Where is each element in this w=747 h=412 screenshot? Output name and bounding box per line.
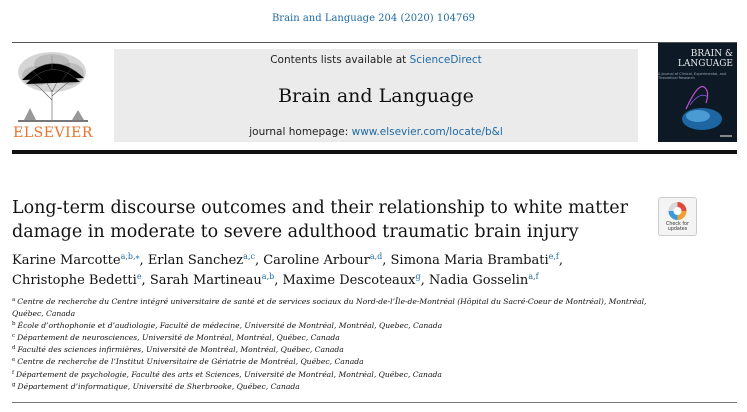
check-for-updates-button[interactable] bbox=[658, 197, 697, 236]
header-thick-rule bbox=[12, 150, 737, 154]
author-affiliation-ref[interactable]: a,d bbox=[369, 252, 383, 261]
affiliation-text: Centre de recherche du Centre intégré universitaire de santé et de services sociaux du Nord-de-l’Île-de-Montréal (Hôpital du Sacré-Coeur de Montréal), Montréal, Québec, Canada bbox=[12, 297, 647, 319]
affiliation-text: École d’orthophonie et d’audiologie, Faculté de médecine, Université de Montréal, Montréal, Quebec, Canada bbox=[17, 321, 443, 331]
author-name[interactable]: Maxime Descoteaux bbox=[282, 272, 416, 288]
author-entry bbox=[263, 253, 390, 268]
affiliation-label: b bbox=[12, 321, 16, 328]
author-name[interactable]: Sarah Martineau bbox=[149, 272, 262, 288]
author-entry bbox=[391, 253, 563, 268]
affiliation-label: a bbox=[12, 297, 16, 303]
contents-prefix: Contents lists available at bbox=[270, 54, 410, 66]
affiliation-item bbox=[12, 344, 662, 356]
elsevier-logo bbox=[12, 50, 94, 144]
affiliation-label: e bbox=[12, 357, 16, 364]
author-name[interactable]: Caroline Arbour bbox=[263, 253, 370, 268]
affiliation-label: c bbox=[12, 333, 16, 340]
header-divider bbox=[12, 42, 737, 43]
author-separator: , bbox=[139, 253, 148, 268]
affiliation-label: g bbox=[12, 381, 16, 388]
affiliation-label: d bbox=[12, 345, 16, 352]
affiliation-text: Faculté des sciences infirmières, Université de Montréal, Montréal, Québec, Canada bbox=[17, 345, 344, 355]
section-divider bbox=[12, 402, 737, 403]
affiliation-text: Département de neurosciences, Université de Montréal, Montréal, Québec, Canada bbox=[17, 333, 340, 343]
journal-citation[interactable]: Brain and Language 204 (2020) 104769 bbox=[271, 13, 476, 24]
author-entry bbox=[148, 253, 263, 268]
cover-title: BRAIN & LANGUAGE bbox=[677, 49, 733, 69]
contents-available-line bbox=[114, 54, 638, 66]
affiliation-item bbox=[12, 296, 662, 320]
journal-homepage-line bbox=[114, 126, 638, 138]
author-name[interactable]: Erlan Sanchez bbox=[147, 253, 244, 268]
author-affiliation-ref[interactable]: e,f bbox=[548, 252, 559, 261]
affiliation-list bbox=[12, 296, 662, 393]
affiliation-item bbox=[12, 369, 662, 381]
author-entry bbox=[429, 273, 539, 288]
affiliation-text: Département d’informatique, Université de Sherbrooke, Québec, Canada bbox=[17, 381, 300, 391]
author-name[interactable]: Simona Maria Brambati bbox=[390, 253, 549, 268]
journal-cover[interactable] bbox=[658, 43, 737, 142]
author-affiliation-ref[interactable]: a,b,⁎ bbox=[120, 252, 140, 261]
article-title bbox=[12, 196, 632, 244]
homepage-prefix: journal homepage: bbox=[249, 126, 352, 138]
author-name[interactable]: Nadia Gosselin bbox=[428, 272, 529, 288]
author-affiliation-ref[interactable]: a,b bbox=[261, 271, 275, 281]
affiliation-item bbox=[12, 381, 662, 393]
affiliation-text: Département de psychologie, Faculté des arts et Sciences, Université de Montréal, Montréal, Québec, Canada bbox=[16, 369, 442, 379]
journal-banner bbox=[114, 49, 638, 142]
affiliation-item bbox=[12, 320, 662, 332]
author-entry bbox=[12, 273, 150, 288]
elsevier-tree-icon bbox=[12, 50, 94, 124]
article-title-line2: damage in moderate to severe adulthood traumatic brain injury bbox=[12, 222, 579, 242]
author-affiliation-ref[interactable]: g bbox=[415, 271, 421, 281]
article-title-line1: Long-term discourse outcomes and their relationship to white matter bbox=[12, 198, 628, 218]
author-separator: , bbox=[254, 253, 264, 268]
affiliation-label: f bbox=[12, 369, 15, 376]
elsevier-wordmark: ELSEVIER bbox=[13, 125, 93, 141]
author-entry bbox=[283, 273, 429, 288]
author-affiliation-ref[interactable]: a,c bbox=[243, 252, 255, 261]
author-name[interactable]: Christophe Bedetti bbox=[12, 272, 137, 288]
affiliation-item bbox=[12, 332, 662, 344]
check-for-updates-icon bbox=[659, 200, 696, 224]
author-separator: , bbox=[274, 272, 283, 288]
journal-name: Brain and Language bbox=[278, 85, 474, 107]
affiliation-item bbox=[12, 356, 662, 368]
author-affiliation-ref[interactable]: a,f bbox=[528, 271, 539, 281]
check-for-updates-label bbox=[659, 222, 696, 232]
author-affiliation-ref[interactable]: e bbox=[136, 271, 142, 281]
author-entry bbox=[12, 253, 148, 268]
affiliation-text: Centre de recherche de l’Institut Universitaire de Gériatrie de Montréal, Québec, Canada bbox=[17, 357, 364, 367]
author-name[interactable]: Karine Marcotte bbox=[12, 253, 121, 268]
author-entry bbox=[150, 273, 283, 288]
cover-subtitle: A Journal of Clinical, Experimental, and Theoretical Research bbox=[658, 72, 727, 80]
badge-line1: Check for bbox=[666, 222, 689, 227]
author-list bbox=[12, 251, 662, 290]
journal-homepage-link[interactable]: www.elsevier.com/locate/b&l bbox=[351, 126, 503, 138]
author-separator: , bbox=[420, 272, 429, 288]
sciencedirect-link[interactable]: ScienceDirect bbox=[409, 54, 482, 66]
author-separator: , bbox=[382, 253, 391, 268]
badge-line2: updates bbox=[667, 227, 688, 232]
cover-brain-icon bbox=[658, 43, 737, 142]
author-separator: , bbox=[558, 253, 563, 268]
author-separator: , bbox=[141, 272, 150, 288]
